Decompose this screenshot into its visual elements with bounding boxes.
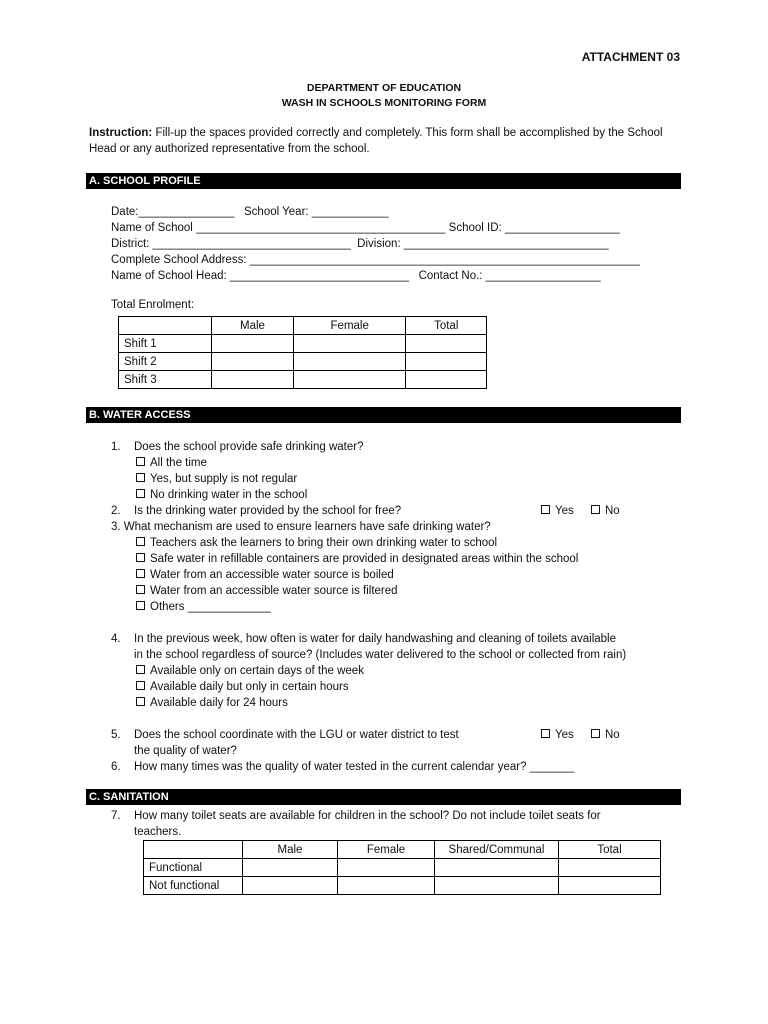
option[interactable] bbox=[111, 599, 686, 615]
option-label: Available daily for 24 hours bbox=[150, 697, 288, 709]
option-label: All the time bbox=[150, 457, 207, 469]
question-4-continued: in the school regardless of source? (Includes water delivered to the school or collected from rain) bbox=[134, 649, 627, 661]
table-row bbox=[119, 335, 487, 353]
department-title: DEPARTMENT OF EDUCATION bbox=[306, 82, 462, 94]
table-row bbox=[119, 317, 487, 335]
input-cell[interactable] bbox=[435, 877, 559, 895]
question-text: Is the drinking water provided by the school for free? bbox=[134, 505, 402, 517]
section-c-header: C. SANITATION bbox=[86, 789, 681, 805]
sanitation-question bbox=[111, 808, 686, 840]
option[interactable] bbox=[111, 663, 686, 679]
question-7 bbox=[111, 808, 686, 824]
attachment-label: ATTACHMENT 03 bbox=[581, 50, 680, 64]
checkbox-icon[interactable] bbox=[136, 601, 145, 610]
question-text: How many toilet seats are available for children in the school? Do not include toilet seats for bbox=[134, 810, 601, 822]
checkbox-icon[interactable] bbox=[136, 665, 145, 674]
row-label: Not functional bbox=[144, 877, 243, 895]
address-field[interactable]: Complete School Address: _____________________________________________________________ bbox=[111, 254, 640, 266]
option-label: Yes bbox=[555, 505, 574, 517]
input-cell[interactable] bbox=[559, 859, 661, 877]
instruction bbox=[89, 125, 689, 157]
input-cell[interactable] bbox=[212, 335, 294, 353]
input-cell[interactable] bbox=[243, 877, 338, 895]
row-label: Shift 3 bbox=[119, 371, 212, 389]
input-cell[interactable] bbox=[406, 353, 487, 371]
option[interactable] bbox=[111, 551, 686, 567]
toilet-table bbox=[143, 840, 661, 895]
checkbox-icon[interactable] bbox=[136, 489, 145, 498]
row-label: Functional bbox=[144, 859, 243, 877]
input-cell[interactable] bbox=[406, 371, 487, 389]
table-row bbox=[144, 877, 661, 895]
checkbox-icon[interactable] bbox=[541, 505, 550, 514]
no-option[interactable] bbox=[591, 727, 620, 743]
question-4 bbox=[111, 631, 686, 647]
checkbox-icon[interactable] bbox=[541, 729, 550, 738]
header-cell: Female bbox=[338, 841, 435, 859]
form-title: WASH IN SCHOOLS MONITORING FORM bbox=[281, 97, 487, 109]
question-number: 1. bbox=[111, 441, 121, 453]
option[interactable] bbox=[111, 583, 686, 599]
question-number: 7. bbox=[111, 810, 121, 822]
question-number: 6. bbox=[111, 761, 121, 773]
yes-option[interactable] bbox=[541, 727, 574, 743]
option[interactable] bbox=[111, 487, 686, 503]
question-3 bbox=[111, 519, 686, 535]
header-cell: Female bbox=[293, 317, 406, 335]
header-cell: Total bbox=[559, 841, 661, 859]
school-name-field[interactable]: Name of School _______________________________________ School ID: __________________ bbox=[111, 222, 621, 234]
input-cell[interactable] bbox=[435, 859, 559, 877]
input-cell[interactable] bbox=[559, 877, 661, 895]
table-row bbox=[144, 859, 661, 877]
checkbox-icon[interactable] bbox=[136, 457, 145, 466]
yes-option[interactable] bbox=[541, 503, 574, 519]
checkbox-icon[interactable] bbox=[136, 553, 145, 562]
checkbox-icon[interactable] bbox=[136, 473, 145, 482]
input-cell[interactable] bbox=[293, 371, 406, 389]
checkbox-icon[interactable] bbox=[136, 697, 145, 706]
input-cell[interactable] bbox=[212, 371, 294, 389]
option-label: Water from an accessible water source is boiled bbox=[150, 569, 394, 581]
school-profile-fields bbox=[111, 204, 640, 284]
option[interactable] bbox=[111, 679, 686, 695]
school-head-field[interactable]: Name of School Head: ____________________________ Contact No.: __________________ bbox=[111, 270, 601, 282]
header-cell: Total bbox=[406, 317, 487, 335]
row-label: Shift 2 bbox=[119, 353, 212, 371]
option-label: Available daily but only in certain hours bbox=[150, 681, 349, 693]
option[interactable] bbox=[111, 567, 686, 583]
header-cell: Male bbox=[243, 841, 338, 859]
question-5-continued: the quality of water? bbox=[134, 745, 237, 757]
option[interactable] bbox=[111, 535, 686, 551]
option-label: Teachers ask the learners to bring their own drinking water to school bbox=[150, 537, 498, 549]
question-2 bbox=[111, 503, 686, 519]
question-7-continued: teachers. bbox=[134, 826, 182, 838]
option-label: Yes, but supply is not regular bbox=[150, 473, 298, 485]
checkbox-icon[interactable] bbox=[136, 537, 145, 546]
option-label: Others _____________ bbox=[150, 601, 271, 613]
option-label: Yes bbox=[555, 729, 574, 741]
question-5 bbox=[111, 727, 686, 743]
section-b-header: B. WATER ACCESS bbox=[86, 407, 681, 423]
option[interactable] bbox=[111, 471, 686, 487]
option-label: No bbox=[605, 505, 620, 517]
input-cell[interactable] bbox=[338, 859, 435, 877]
input-cell[interactable] bbox=[406, 335, 487, 353]
input-cell[interactable] bbox=[338, 877, 435, 895]
checkbox-icon[interactable] bbox=[591, 505, 600, 514]
question-number: 5. bbox=[111, 729, 121, 741]
option-label: No bbox=[605, 729, 620, 741]
enrolment-table bbox=[118, 316, 487, 389]
instruction-text: Fill-up the spaces provided correctly and completely. This form shall be accomplished by the School Head or any authorized representative from the school. bbox=[89, 127, 663, 155]
question-text: 3. What mechanism are used to ensure learners have safe drinking water? bbox=[111, 521, 491, 533]
question-text: Does the school provide safe drinking water? bbox=[134, 441, 364, 453]
no-option[interactable] bbox=[591, 503, 620, 519]
form-heading bbox=[0, 81, 768, 111]
checkbox-icon[interactable] bbox=[136, 681, 145, 690]
header-cell bbox=[119, 317, 212, 335]
option-label: Water from an accessible water source is filtered bbox=[150, 585, 398, 597]
option-label: Safe water in refillable containers are provided in designated areas within the school bbox=[150, 553, 579, 565]
checkbox-icon[interactable] bbox=[136, 569, 145, 578]
question-text: In the previous week, how often is water for daily handwashing and cleaning of toilets available bbox=[134, 633, 617, 645]
district-field[interactable]: District: _______________________________ Division: ________________________________ bbox=[111, 238, 609, 250]
header-cell: Shared/Communal bbox=[435, 841, 559, 859]
date-field[interactable]: Date:_______________ School Year: ____________ bbox=[111, 206, 389, 218]
option[interactable] bbox=[111, 455, 686, 471]
table-row bbox=[119, 371, 487, 389]
table-row bbox=[119, 353, 487, 371]
option-label: Available only on certain days of the week bbox=[150, 665, 364, 677]
question-1 bbox=[111, 439, 686, 455]
input-cell[interactable] bbox=[212, 353, 294, 371]
question-number: 2. bbox=[111, 505, 121, 517]
option-label: No drinking water in the school bbox=[150, 489, 308, 501]
option[interactable] bbox=[111, 695, 686, 711]
section-a-header: A. SCHOOL PROFILE bbox=[86, 173, 681, 189]
input-cell[interactable] bbox=[293, 335, 406, 353]
question-6 bbox=[111, 759, 686, 775]
input-cell[interactable] bbox=[243, 859, 338, 877]
row-label: Shift 1 bbox=[119, 335, 212, 353]
question-text: Does the school coordinate with the LGU or water district to test bbox=[134, 729, 459, 741]
instruction-label: Instruction: bbox=[89, 127, 153, 139]
input-cell[interactable] bbox=[293, 353, 406, 371]
table-row bbox=[144, 841, 661, 859]
question-text: How many times was the quality of water tested in the current calendar year? _______ bbox=[134, 761, 575, 773]
checkbox-icon[interactable] bbox=[591, 729, 600, 738]
enrolment-label: Total Enrolment: bbox=[111, 299, 195, 311]
checkbox-icon[interactable] bbox=[136, 585, 145, 594]
header-cell bbox=[144, 841, 243, 859]
header-cell: Male bbox=[212, 317, 294, 335]
question-number: 4. bbox=[111, 633, 121, 645]
water-access-questions bbox=[111, 439, 686, 775]
